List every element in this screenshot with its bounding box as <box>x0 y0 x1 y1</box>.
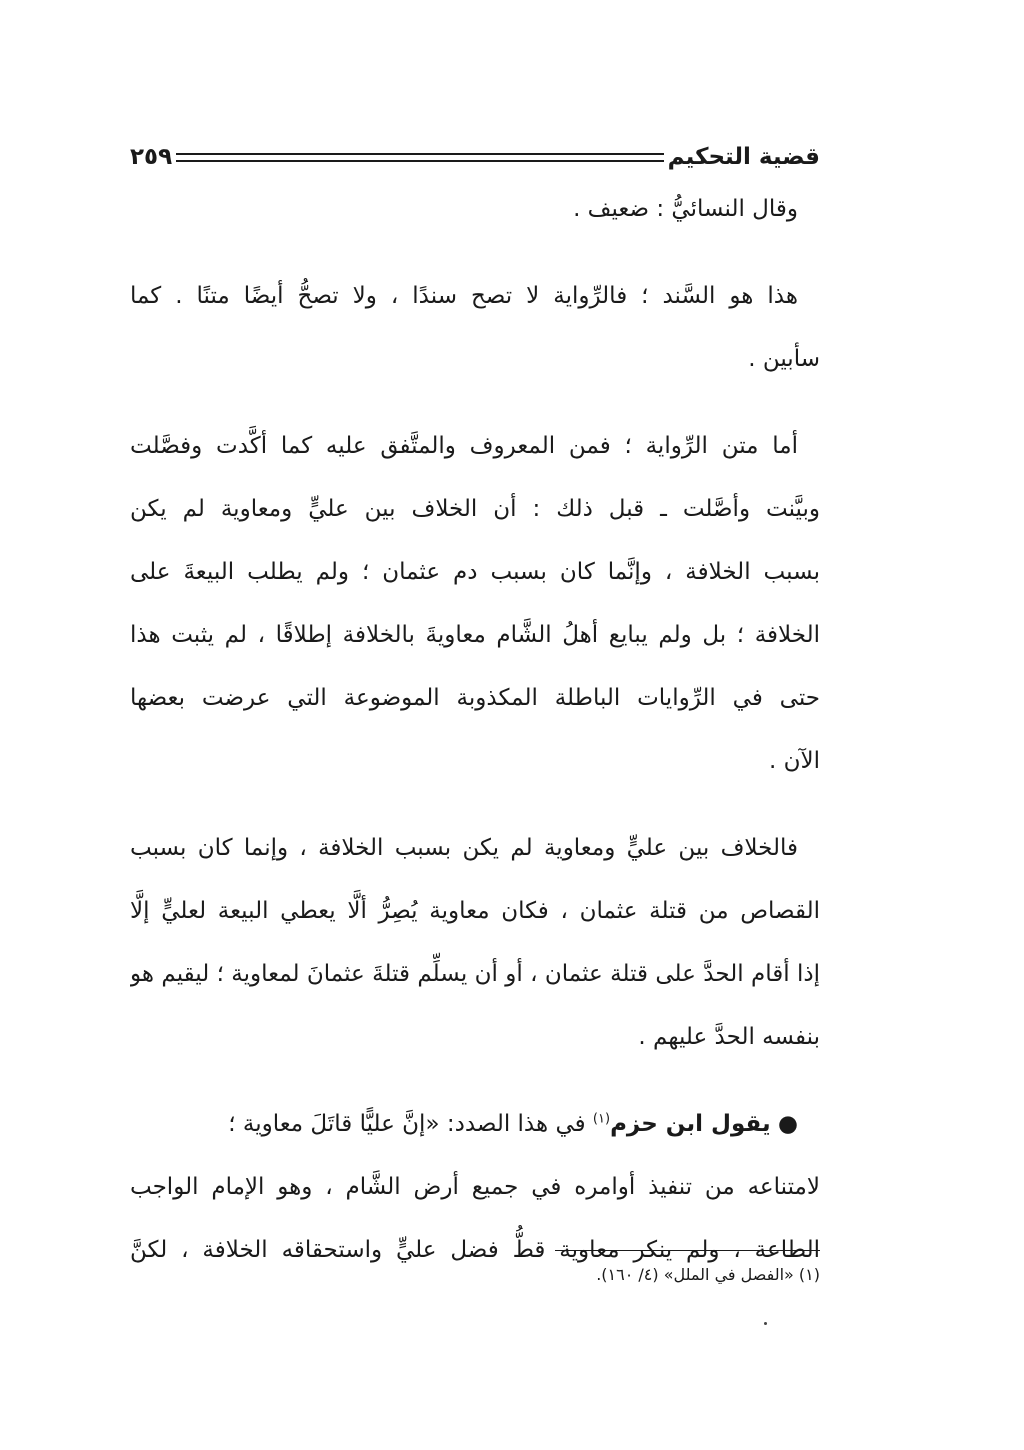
header-rule <box>176 153 664 162</box>
running-title: قضية التحكيم <box>667 144 820 170</box>
text-line: وقال النسائيُّ : ضعيف . <box>573 196 798 222</box>
bullet-lead-rest: في هذا الصدد: «إنَّ عليًّا قاتَلَ معاوية ؛ <box>228 1111 593 1137</box>
text-line: حتى في الرِّوايات الباطلة المكذوبة الموضوعة التي عرضت بعضها <box>130 685 820 711</box>
running-header <box>130 140 820 174</box>
bullet-dot: ● <box>777 1111 798 1137</box>
body-text <box>130 178 820 1282</box>
text-line: سأبين . <box>748 346 820 372</box>
footnote-ref: (١) <box>592 1111 611 1127</box>
text-line: القصاص من قتلة عثمان ، فكان معاوية يُصِرُّ ألَّا يعطي البيعة لعليٍّ إلَّا <box>130 898 820 924</box>
text-line: الآن . <box>768 748 820 774</box>
footnote-rule <box>555 1250 820 1251</box>
text-line: الطاعة ، ولم ينكر معاوية قطُّ فضل عليٍّ واستحقاقه الخلافة ، لكنَّ <box>130 1237 820 1263</box>
text-line: إذا أقام الحدَّ على قتلة عثمان ، أو أن يسلِّم قتلةَ عثمانَ لمعاوية ؛ ليقيم هو <box>130 961 820 987</box>
paragraph-gap <box>130 1069 820 1093</box>
paper-speck <box>764 1322 767 1325</box>
text-line: هذا هو السَّند ؛ فالرِّواية لا تصح سندًا ، ولا تصحُّ أيضًا متنًا . كما <box>130 283 798 309</box>
text-line: أما متن الرِّواية ؛ فمن المعروف والمتَّفق عليه كما أكَّدت وفصَّلت <box>130 433 798 459</box>
page-number: ٢٥٩ <box>130 144 173 170</box>
text-line: بنفسه الحدَّ عليهم . <box>638 1024 820 1050</box>
paragraph-gap <box>130 241 820 265</box>
bullet-line <box>130 1093 820 1156</box>
footnote: (١) «الفصل في الملل» (٤/ ١٦٠). <box>596 1265 820 1284</box>
paragraph-gap <box>130 793 820 817</box>
bullet-lead: يقول ابن حزم <box>610 1111 771 1137</box>
text-line: وبيَّنت وأصَّلت ـ قبل ذلك : أن الخلاف بين عليٍّ ومعاوية لم يكن <box>130 496 820 522</box>
text-line: الخلافة ؛ بل ولم يبايع أهلُ الشَّام معاويةَ بالخلافة إطلاقًا ، لم يثبت هذا <box>130 622 820 648</box>
text-line: بسبب الخلافة ، وإنَّما كان بسبب دم عثمان ؛ ولم يطلب البيعةَ على <box>130 559 820 585</box>
text-line: لامتناعه من تنفيذ أوامره في جميع أرض الشَّام ، وهو الإمام الواجب <box>130 1174 820 1200</box>
paragraph-gap <box>130 391 820 415</box>
text-line: فالخلاف بين عليٍّ ومعاوية لم يكن بسبب الخلافة ، وإنما كان بسبب <box>130 835 798 861</box>
